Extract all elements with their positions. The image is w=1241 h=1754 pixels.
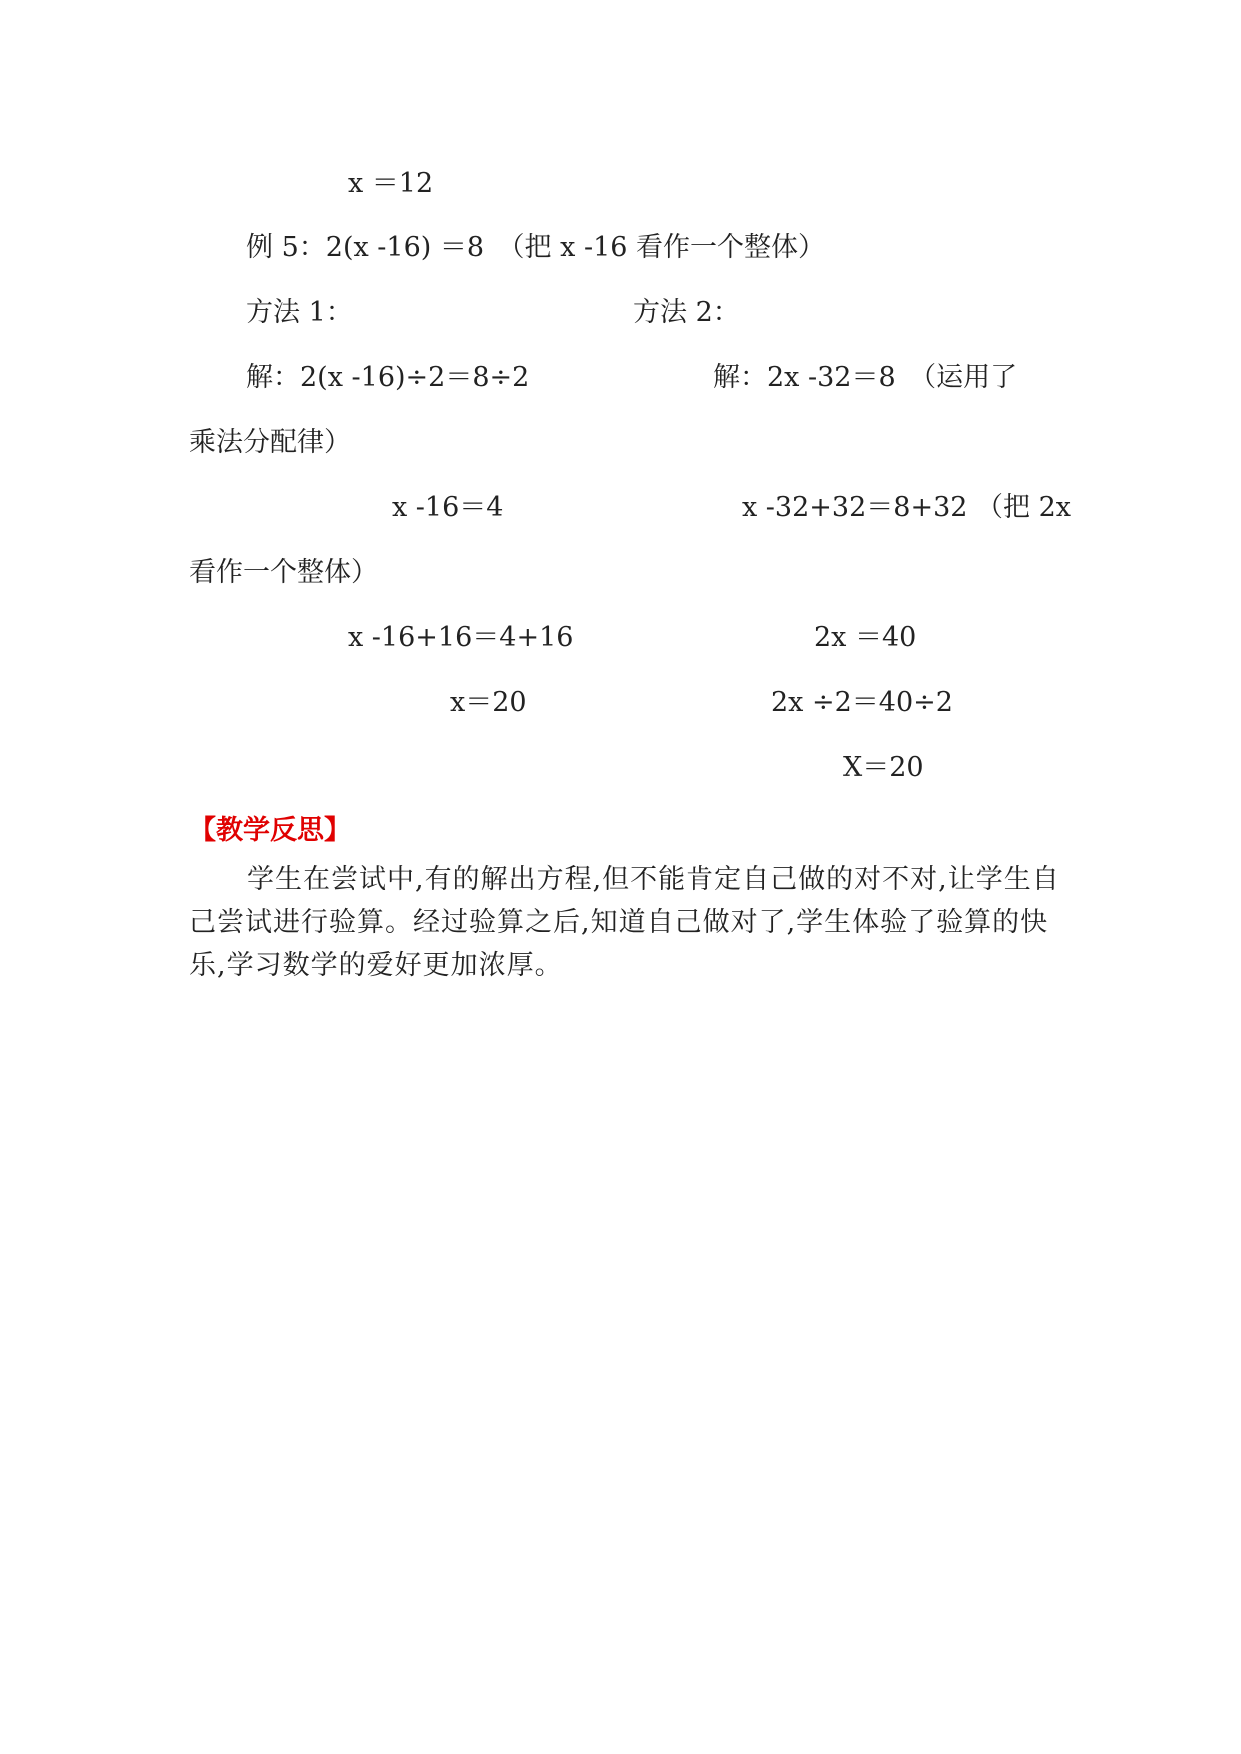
method-1-step-1: 解：2(x -16)÷2＝8÷2 [246, 362, 530, 393]
method-2-step-4: 2x ÷2＝40÷2 [771, 687, 953, 718]
method-2-step-2: x -32+32＝8+32 （把 2x [742, 492, 1071, 523]
reflection-paragraph: 学生在尝试中,有的解出方程,但不能肯定自己做的对不对,让学生自己尝试进行验算。经过验算之后,知道自己做对了,学生体验了验算的快乐,学习数学的爱好更加浓厚。 [189, 864, 1060, 981]
method-2-result: X＝20 [843, 752, 924, 783]
method-2-step-1: 解：2x -32＝8 （运用了 [713, 362, 1018, 393]
method-2-step-2-continued: 看作一个整体） [189, 557, 378, 588]
reflection-heading: 【教学反思】 [189, 815, 351, 846]
method-1-label: 方法 1： [246, 297, 353, 328]
math-line-x-equals-12: x ＝12 [348, 168, 434, 199]
method-1-result: x＝20 [450, 687, 527, 718]
method-1-step-2: x -16＝4 [392, 492, 504, 523]
method-2-step-1-continued: 乘法分配律） [189, 427, 351, 458]
method-2-step-3: 2x ＝40 [814, 622, 917, 653]
example-5-title: 例 5：2(x -16) ＝8 （把 x -16 看作一个整体） [246, 232, 826, 263]
method-1-step-3: x -16+16＝4+16 [348, 622, 574, 653]
method-2-label: 方法 2： [633, 297, 740, 328]
